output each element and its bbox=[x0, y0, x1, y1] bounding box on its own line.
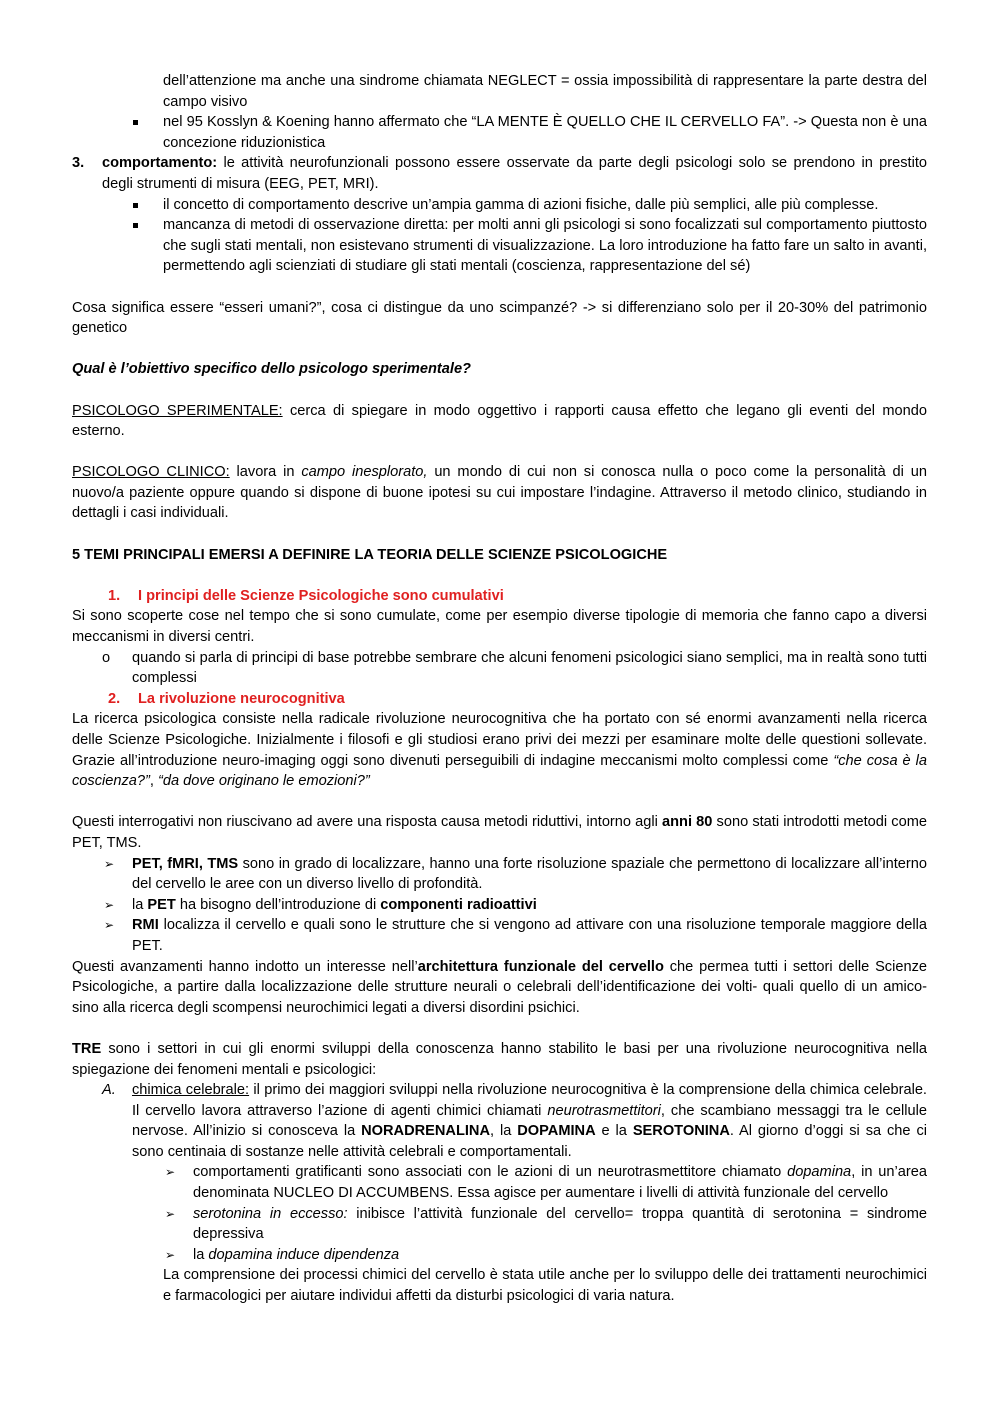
section-a-chimica: A. chimica celebrale: il primo dei maggiori sviluppi nella rivoluzione neurocognitiva è la comprensione della chimica celebrale. Il cervello lavora attraverso l’azione di agenti chimici chiamati neurotrasmettitori, che scambiano messaggi tra le cellule nervose. All’inizio si conosceva la NORADRENALINA, la DOPAMINA e la SEROTONINA. Al giorno d’oggi si sa che ci sono centinaia di sostanze nelle attività celebrali e comportamentali. bbox=[102, 1082, 927, 1160]
numbered-item-comportamento: 3. comportamento: le attività neurofunzionali possono essere osservate da parte degli psicologi solo se prendono in prestito degli strumenti di misura (EEG, PET, MRI). bbox=[72, 155, 927, 192]
arrow-bullet-icon: ➢ bbox=[104, 856, 115, 871]
bullet-comportamento-1: il concetto di comportamento descrive un’ampia gamma di azioni fisiche, dalle più semplici, alle più complesse. bbox=[72, 195, 927, 216]
document-page bbox=[72, 71, 927, 1307]
tema-2-text: La ricerca psicologica consiste nella radicale rivoluzione neurocognitiva che ha portato con sé enormi avanzamenti nella ricerca delle Scienze Psicologiche. Inizialmente i filosofi e gli studiosi erano privi dei mezzi per esaminare molte delle questioni sollevate. Grazie all’introduzione neuro-imaging oggi sono divenuti perseguibili di indagine meccanismi molto complessi come “che cosa è la coscienza?”, “da dove originano le emozioni?” bbox=[72, 711, 927, 790]
square-bullet-icon bbox=[133, 203, 138, 208]
paragraph-clinico: PSICOLOGO CLINICO: lavora in campo inesplorato, un mondo di cui non si conosca nulla o poco come la personalità di un nuovo/a paziente oppure quando si dispone di buone ipotesi su cui impostare l’indagine. Attraverso il metodo clinico, studiando in dettagli i casi individuali. bbox=[72, 464, 927, 522]
paragraph-interrogativi: Questi interrogativi non riuscivano ad avere una risposta causa metodi riduttivi, intorno agli anni 80 sono stati introdotti metodi come PET, TMS. bbox=[72, 814, 927, 851]
tema-1-text: Si sono scoperte cose nel tempo che si sono cumulate, come per esempio diverse tipologie di memoria che fanno capo a diversi meccanismi in diversi centri. bbox=[72, 608, 927, 646]
arrow-item-rmi: ➢ RMI localizza il cervello e quali sono le strutture che si vengono ad attivare con una risoluzione temporale maggiore della PET. bbox=[104, 917, 927, 954]
sub-arrow-dipendenza: ➢ la dopamina induce dipendenza bbox=[72, 1245, 927, 1266]
item-letter: A. bbox=[102, 1082, 116, 1099]
paragraph-avanzamenti: Questi avanzamenti hanno indotto un interesse nell’architettura funzionale del cervello che permea tutti i settori delle Scienze Psicologiche, a partire dalla localizzazione delle strutture neurali o celebrali dell’identificazione dei volti- quali quello di un amico- sino alla ricerca degli scompensi neurochimici legati a diversi disordini psichici. bbox=[72, 958, 927, 1016]
sub-arrow-serotonina: ➢ serotonina in eccesso: inibisce l’attività funzionale del cervello= troppa quantità di serotonina = sindrome depressiva bbox=[165, 1205, 927, 1243]
item-number: 3. bbox=[72, 155, 85, 172]
label-chimica-celebrale: chimica celebrale: bbox=[132, 1082, 250, 1099]
tema-1-heading: 1. I principi delle Scienze Psicologiche sono cumulativi bbox=[108, 587, 504, 604]
arrow-bullet-icon: ➢ bbox=[104, 918, 115, 933]
arrow-bullet-icon: ➢ bbox=[165, 1165, 176, 1180]
circle-bullet-icon: o bbox=[102, 649, 111, 666]
term-comportamento: comportamento: bbox=[102, 155, 218, 172]
tema-2-heading: 2. La rivoluzione neurocognitiva bbox=[108, 690, 345, 707]
label-clinico: PSICOLOGO CLINICO: bbox=[72, 464, 230, 481]
sub-arrow-dopamina: ➢ comportamenti gratificanti sono associati con le azioni di un neurotrasmettitore chiamato dopamina, in un’area denominata NUCLEO DI ACCUMBENS. Essa agisce per aumentare i livelli di attività funzionale del cervello bbox=[165, 1164, 927, 1202]
arrow-item-pet: ➢ la PET ha bisogno dell’introduzione di componenti radioattivi bbox=[72, 895, 927, 916]
question-heading: Qual è l’obiettivo specifico dello psicologo sperimentale? bbox=[72, 361, 471, 378]
list-continuation: dell’attenzione ma anche una sindrome chiamata NEGLECT = ossia impossibilità di rappresentare la parte destra del campo visivo bbox=[163, 73, 927, 110]
section-heading-temi: 5 TEMI PRINCIPALI EMERSI A DEFINIRE LA TEORIA DELLE SCIENZE PSICOLOGICHE bbox=[72, 546, 668, 563]
label-sperimentale: PSICOLOGO SPERIMENTALE: bbox=[72, 402, 283, 419]
paragraph-sperimentale: PSICOLOGO SPERIMENTALE: cerca di spiegare in modo oggettivo i rapporti causa effetto che legano gli eventi del mondo esterno. bbox=[72, 402, 927, 440]
paragraph-tre-settori: TRE sono i settori in cui gli enormi sviluppi della conoscenza hanno stabilito le basi per una rivoluzione neurocognitiva nella spiegazione dei fenomeni mentali e psicologici: bbox=[72, 1040, 927, 1078]
paragraph-esseri-umani: Cosa significa essere “esseri umani?”, cosa ci distingue da uno scimpanzé? -> si differenziano solo per il 20-30% del patrimonio genetico bbox=[72, 299, 927, 337]
tema-1-subitem: o quando si parla di principi di base potrebbe sembrare che alcuni fenomeni psicologici siano semplici, ma in realtà sono tutti complessi bbox=[102, 649, 927, 687]
arrow-item-pet-fmri: ➢ PET, fMRI, TMS sono in grado di localizzare, hanno una forte risoluzione spaziale che permettono di localizzare all’interno del cervello le aree con un diverso livello di profondità. bbox=[104, 855, 927, 893]
arrow-bullet-icon: ➢ bbox=[165, 1206, 176, 1221]
section-a-closing: La comprensione dei processi chimici del cervello è stata utile anche per lo sviluppo delle dei trattamenti neurochimici e farmacologici per aiutare individui affetti da disturbi psicologici di varia natura. bbox=[163, 1267, 927, 1305]
square-bullet-icon bbox=[133, 120, 138, 125]
bullet-comportamento-2: mancanza di metodi di osservazione diretta: per molti anni gli psicologi si sono focalizzati sul comportamento piuttosto che sugli stati mentali, non esistevano strumenti di visualizzazione. La loro introduzione ha fatto fare un salto in avanti, permettendo agli scienziati di studiare gli stati mentali (coscienza, rappresentazione del sé) bbox=[72, 215, 927, 277]
arrow-bullet-icon: ➢ bbox=[165, 1247, 176, 1262]
bullet-kosslyn: nel 95 Kosslyn & Koening hanno affermato che “LA MENTE È QUELLO CHE IL CERVELLO FA”. -> Questa non è una concezione riduzionistica bbox=[72, 112, 927, 153]
arrow-bullet-icon: ➢ bbox=[104, 897, 115, 912]
square-bullet-icon bbox=[133, 223, 138, 228]
